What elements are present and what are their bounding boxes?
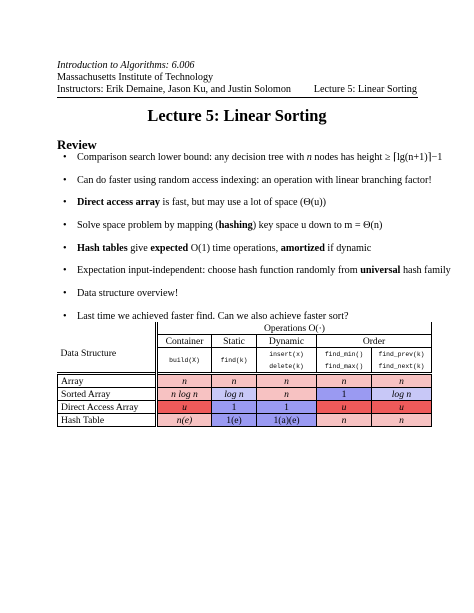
- table-cell: u: [372, 401, 432, 414]
- list-item: • Solve space problem by mapping (hashing) key space u down to m = Θ(n): [63, 220, 383, 232]
- list-item: • Expectation input-independent: choose hash function randomly from universal hash family: [63, 265, 451, 277]
- table-cell: n: [372, 414, 432, 427]
- bullet-icon: •: [63, 265, 67, 277]
- header-rule: [57, 97, 418, 98]
- table-cell: n: [157, 374, 212, 388]
- table-cell: u: [157, 401, 212, 414]
- row-name: Sorted Array: [58, 388, 157, 401]
- op-insert: insert(x): [257, 348, 317, 361]
- table-cell: 1: [212, 401, 257, 414]
- institution: Massachusetts Institute of Technology: [57, 72, 214, 83]
- course-title: Introduction to Algorithms: 6.006: [57, 60, 195, 71]
- lecture-label: Lecture 5: Linear Sorting: [313, 84, 417, 95]
- table-cell: n: [257, 374, 317, 388]
- table-cell: n: [372, 374, 432, 388]
- table-cell: n(e): [157, 414, 212, 427]
- table-cell: u: [317, 401, 372, 414]
- table-cell: 1(e): [212, 414, 257, 427]
- corner-cell: [58, 322, 157, 335]
- table-cell: 1(a)(e): [257, 414, 317, 427]
- row-header: Data Structure: [60, 347, 117, 359]
- table-row: [58, 388, 432, 401]
- op-build: build(X): [157, 348, 212, 374]
- op-delete: delete(k): [257, 360, 317, 374]
- bullet-icon: •: [63, 242, 67, 254]
- bullet-icon: •: [63, 220, 67, 232]
- list-item: • Data structure overview!: [63, 288, 179, 300]
- table-row: [58, 401, 432, 414]
- group-order: Order: [317, 335, 432, 348]
- op-find-prev: find_prev(k): [372, 348, 432, 361]
- operations-header: Operations O(·): [157, 322, 432, 335]
- op-find: find(k): [212, 348, 257, 374]
- bullet-icon: •: [63, 288, 67, 300]
- table-row: [58, 374, 432, 388]
- bullet-icon: •: [63, 310, 67, 322]
- review-list: [63, 152, 451, 334]
- group-container: Container: [157, 335, 212, 348]
- table-row: [58, 414, 432, 427]
- table-cell: 1: [317, 388, 372, 401]
- row-name: Array: [58, 374, 157, 388]
- table-cell: n: [212, 374, 257, 388]
- list-item: • Comparison search lower bound: any decision tree with n nodes has height ≥ ⌈lg(n+1)⌉−1: [63, 152, 443, 163]
- list-item: • Direct access array is fast, but may use a lot of space (Θ(u)): [63, 197, 327, 209]
- list-item: • Last time we achieved faster find. Can we also achieve faster sort?: [63, 310, 349, 322]
- table-cell: log n: [372, 388, 432, 401]
- row-name: Direct Access Array: [58, 401, 157, 414]
- op-find-next: find_next(k): [372, 360, 432, 374]
- group-static: Static: [212, 335, 257, 348]
- row-name: Hash Table: [58, 414, 157, 427]
- data-structure-table: [57, 322, 432, 427]
- instructors: Instructors: Erik Demaine, Jason Ku, and Justin Solomon: [57, 84, 292, 95]
- table-cell: 1: [257, 401, 317, 414]
- bullet-icon: •: [63, 152, 67, 163]
- table-cell: n: [317, 374, 372, 388]
- bullet-icon: •: [63, 174, 67, 186]
- bullet-icon: •: [63, 197, 67, 209]
- table-cell: n: [317, 414, 372, 427]
- table-cell: n: [257, 388, 317, 401]
- table-cell: n log n: [157, 388, 212, 401]
- section-heading: Review: [57, 138, 97, 152]
- table-cell: log n: [212, 388, 257, 401]
- op-find-max: find_max(): [317, 360, 372, 374]
- op-find-min: find_min(): [317, 348, 372, 361]
- page-title: Lecture 5: Linear Sorting: [147, 106, 327, 125]
- group-dynamic: Dynamic: [257, 335, 317, 348]
- list-item: • Can do faster using random access indexing: an operation with linear branching factor!: [63, 174, 432, 186]
- list-item: • Hash tables give expected O(1) time operations, amortized if dynamic: [63, 242, 372, 254]
